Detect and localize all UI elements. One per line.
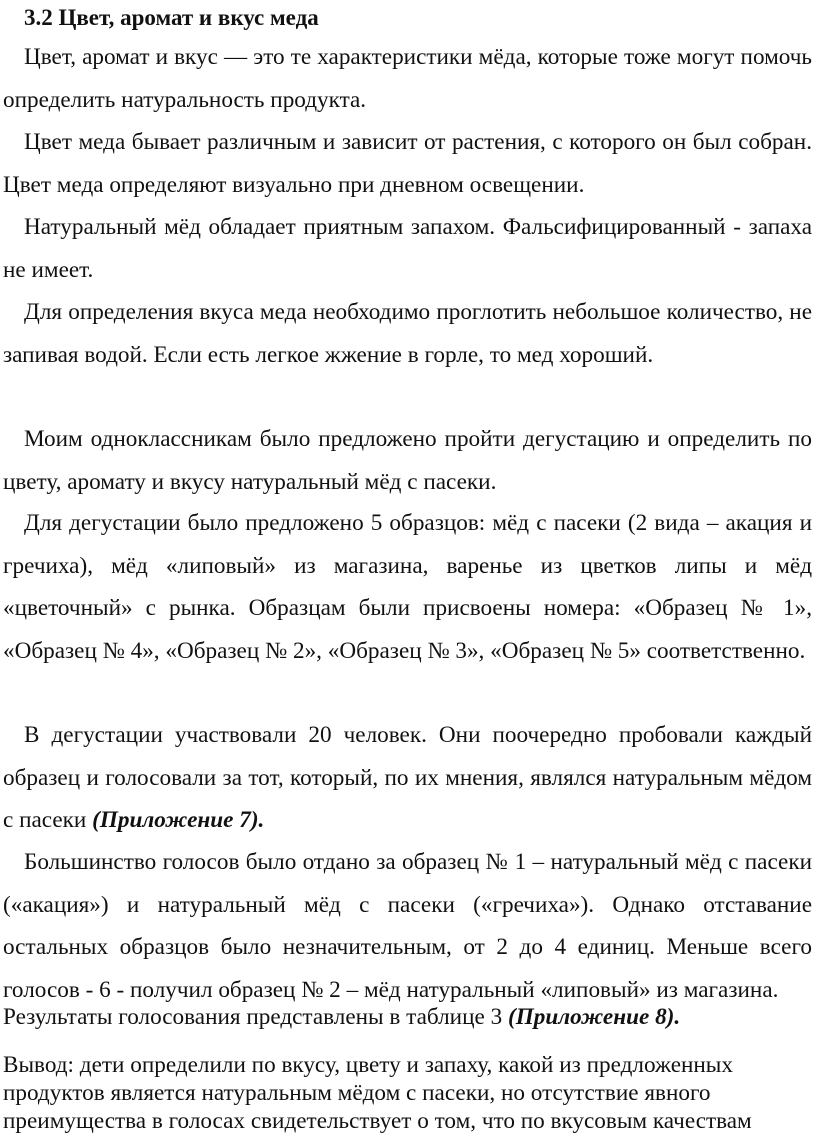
paragraph-text: В дегустации участвовали 20 человек. Они поочередно пробовали каждый образец и голосовали за тот, который, по их мнения, являлся натуральным мёдом с пасеки (3, 722, 812, 834)
paragraph-text: Для определения вкуса меда необходимо проглотить небольшое количество, не запивая водой. Если есть легкое жжение в горле, то мед хороший. (3, 299, 812, 368)
appendix-reference: (Приложение 8). (507, 1004, 681, 1030)
appendix-reference: (Приложение 7). (92, 807, 265, 834)
paragraph-conclusion (3, 1051, 793, 1135)
paragraph-text: Для дегустации было предложено 5 образцов: мёд с пасеки (2 вида – акация и гречиха), мёд «липовый» из магазина, варенье из цветков липы и мёд «цветочный» с рынка. Образцам были присвоены номера: «Образец № 1», «Образец № 4», «Образец № 2», «Образец № 3», «Образец № 5» соответственно. (3, 510, 812, 664)
paragraph-votes (3, 841, 812, 1011)
paragraph-samples (3, 502, 812, 672)
section-heading: 3.2 Цвет, аромат и вкус меда (24, 5, 319, 30)
conclusion-text: Вывод: дети определили по вкусу, цвету и запаху, какой из предложенных продуктов является натуральным мёдом с пасеки, но отсутствие явного преимущества в голосах свидетельствует о том, что по вкусовым качествам (3, 1052, 752, 1134)
paragraph-text: Цвет меда бывает различным и зависит от растения, с которого он был собран. Цвет меда определяют визуально при дневном освещении. (3, 129, 812, 198)
paragraph-participants (3, 714, 812, 842)
paragraph-intro (3, 36, 812, 121)
paragraph-text: Натуральный мёд обладает приятным запахом. Фальсифицированный - запаха не имеет. (3, 214, 812, 283)
paragraph-text: Большинство голосов было отдано за образец № 1 – натуральный мёд с пасеки («акация») и натуральный мёд с пасеки («гречиха»). Однако отставание остальных образцов было незначительным, от 2 до 4 единиц. Меньше всего голосов - 6 - получил образец № 2 – мёд натуральный «липовый» из магазина. (3, 849, 812, 1003)
paragraph-text: Цвет, аромат и вкус — это те характеристики мёда, которые тоже могут помочь определить натуральность продукта. (3, 44, 812, 113)
paragraph-text: Результаты голосования представлены в таблице 3 (3, 1004, 508, 1030)
paragraph-taste (3, 291, 812, 376)
paragraph-aroma (3, 206, 812, 291)
paragraph-results (3, 1003, 812, 1031)
paragraph-text: Моим одноклассникам было предложено пройти дегустацию и определить по цвету, аромату и вкусу натуральный мёд с пасеки. (3, 426, 812, 495)
paragraph-tasting-invite (3, 418, 812, 503)
paragraph-color (3, 121, 812, 206)
